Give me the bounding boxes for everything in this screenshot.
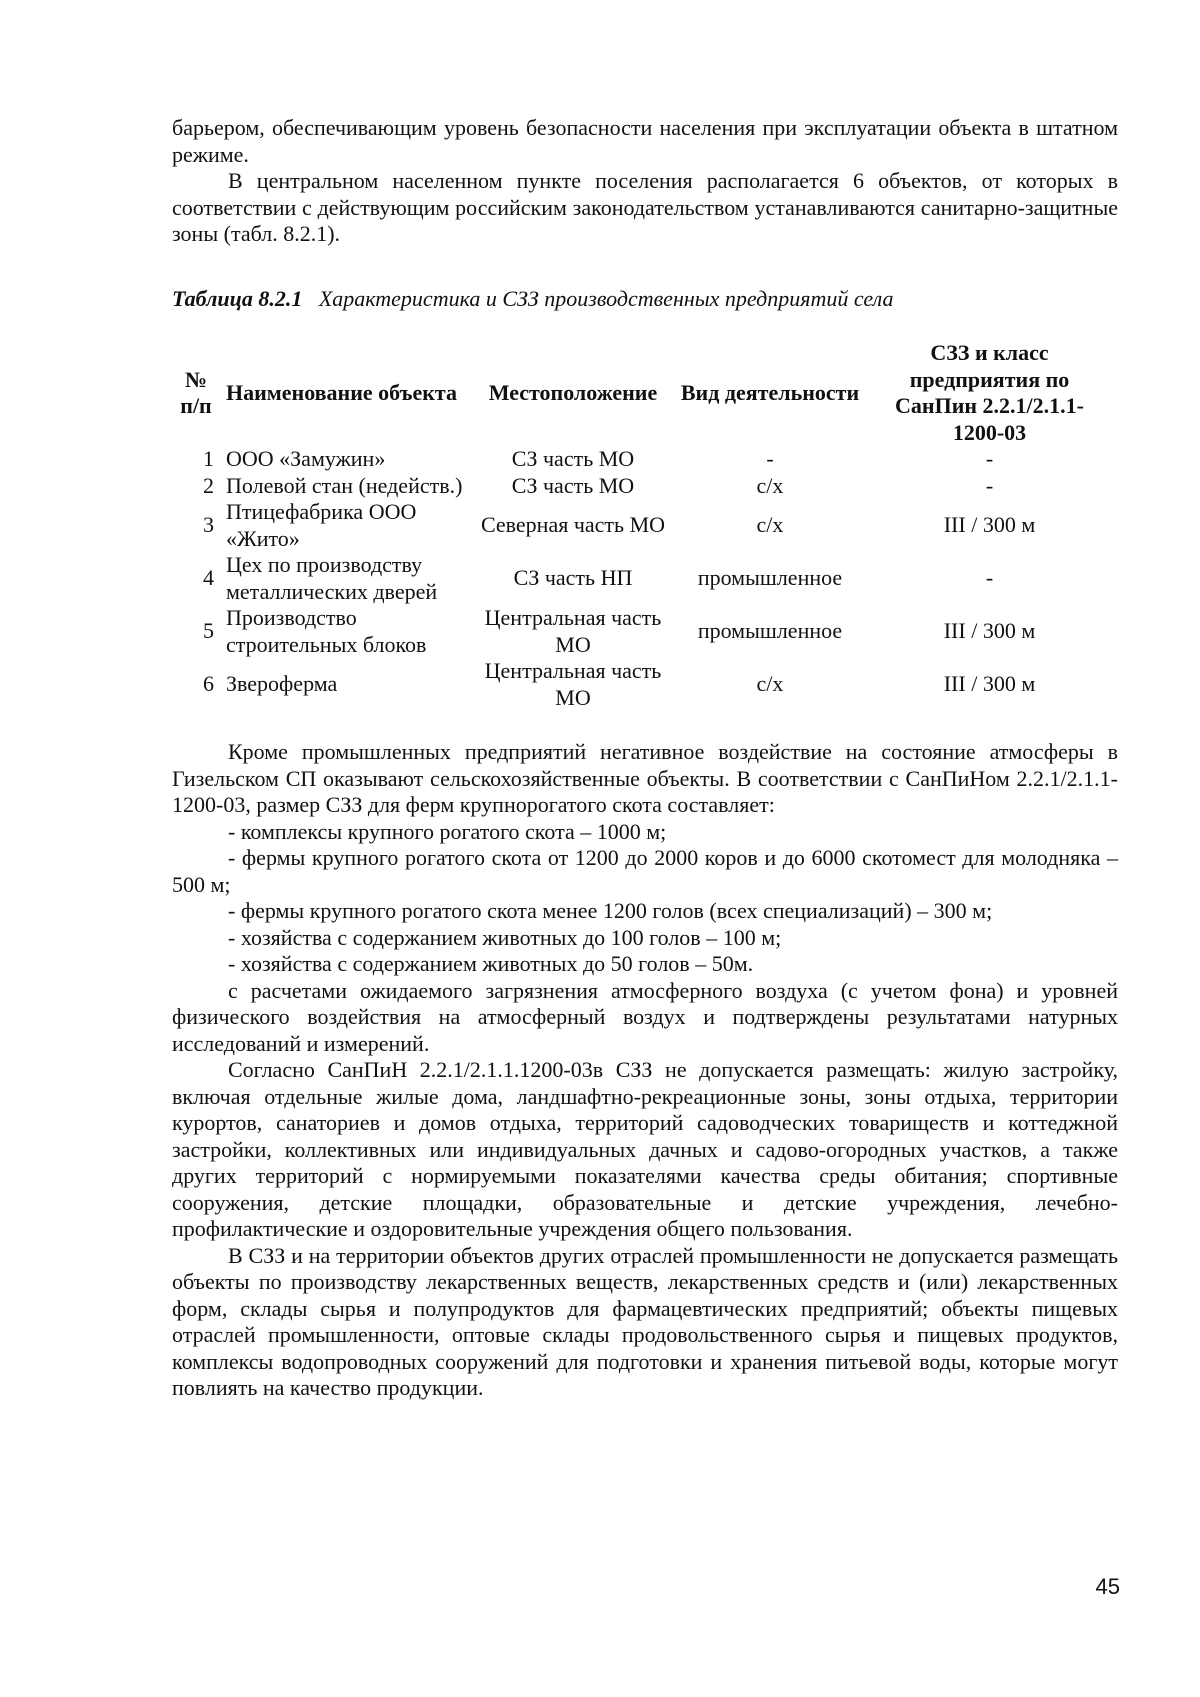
cell-activity: с/х [756,512,784,538]
cell-name: Полевой стан (недейств.) [226,472,463,498]
cell-szz: III / 300 м [943,671,1036,697]
cell-location: СЗ часть НП [513,565,633,591]
table-caption-title: Характеристика и СЗЗ производственных предприятий села [318,285,894,311]
cell-location: Северная часть МО [480,512,666,538]
cell-name: Производство строительных блоков [226,605,427,657]
header-name: Наименование объекта [226,379,457,405]
cell-num: 6 [203,671,214,697]
list-item: - комплексы крупного рогатого скота – 1000 м; [228,818,667,844]
cell-num: 4 [203,565,214,591]
table-row [172,552,1113,605]
cell-szz: III / 300 м [943,512,1036,538]
paragraph-agriculture: Кроме промышленных предприятий негативное воздействие на состояние атмосферы в Гизельском СП оказывают сельскохозяйственные объекты. В соответствии с СанПиНом 2.2.1/2.1.1-1200-03, размер СЗЗ для ферм крупнорогатого скота составляет: [172,739,1118,817]
paragraph-continuation: барьером, обеспечивающим уровень безопасности населения при эксплуатации объекта в штатном режиме. [172,115,1118,167]
cell-num: 1 [203,446,214,471]
table-row [172,658,1113,711]
list-item: - хозяйства с содержанием животных до 50 голов – 50м. [228,951,754,976]
table-row [172,473,1113,500]
cell-activity: промышленное [697,618,843,644]
table-header-row [172,340,1113,446]
header-location: Местоположение [488,379,658,405]
cell-location: СЗ часть МО [511,472,635,498]
table-caption-number: Таблица 8.2.1 [172,285,303,311]
cell-location: Центральная часть МО [484,658,662,710]
cell-name: Цех по производству металлических дверей [226,552,438,604]
cell-szz: - [985,565,994,591]
header-num: № п/п [180,366,212,418]
list-item: - фермы крупного рогатого скота от 1200 до 2000 коров и до 6000 скотомест для молодняка – 500 м; [172,845,1118,897]
page-content [172,115,1118,1402]
list-item: - фермы крупного рогатого скота менее 1200 голов (всех специализаций) – 300 м; [228,898,993,923]
table-row [172,605,1113,658]
cell-name: ООО «Замужин» [226,446,386,471]
cell-num: 2 [203,472,214,498]
cell-szz: - [985,472,994,498]
paragraph-industry-restrictions: В СЗЗ и на территории объектов других отраслей промышленности не допускается размещать объекты по производству лекарственных веществ, лекарственных средств и (или) лекарственных форм, склады сырья и полупродуктов для фармацевтических предприятий; объекты пищевых отраслей промышленности, оптовые склады продовольственного сырья и пищевых продуктов, комплексы водопроводных сооружений для подготовки и хранения питьевой воды, которые могут повлиять на качество продукции. [172,1242,1118,1400]
paragraph-calculations: с расчетами ожидаемого загрязнения атмосферного воздуха (с учетом фона) и уровней физического воздействия на атмосферный воздух и подтверждены результатами натурных исследований и измерений. [172,977,1118,1056]
table-row [172,446,1113,473]
header-activity: Вид деятельности [680,379,860,405]
cell-num: 3 [203,512,214,538]
header-szz: СЗЗ и класс предприятия по СанПин 2.2.1/2.1.1-1200-03 [895,340,1084,445]
cell-activity: с/х [756,671,784,697]
cell-szz: - [985,446,994,471]
table-row [172,499,1113,552]
cell-location: СЗ часть МО [511,446,635,471]
cell-name: Птицефабрика ООО «Жито» [226,499,417,551]
paragraph-intro: В центральном населенном пункте поселения располагается 6 объектов, от которых в соответствии с действующим российским законодательством устанавливаются санитарно-защитные зоны (табл. 8.2.1). [172,168,1118,246]
cell-name: Звероферма [226,671,338,697]
paragraph-sanpin-restrictions: Согласно СанПиН 2.2.1/2.1.1.1200-03в СЗЗ не допускается размещать: жилую застройку, включая отдельные жилые дома, ландшафтно-рекреационные зоны, зоны отдыха, территории курортов, санаториев и домов отдыха, территорий садоводческих товариществ и коттеджной застройки, коллективных или индивидуальных дачных и садово-огородных участков, а также других территорий с нормируемыми показателями качества среды обитания; спортивные сооружения, детские площадки, образовательные и детские учреждения, лечебно-профилактические и оздоровительные учреждения общего пользования. [172,1057,1118,1241]
cell-location: Центральная часть МО [484,605,662,657]
cell-activity: промышленное [697,565,843,591]
cell-szz: III / 300 м [943,618,1036,644]
szz-table [172,340,1113,711]
cell-activity: - [766,446,774,471]
table-caption [172,286,1118,313]
list-item: - хозяйства с содержанием животных до 100 голов – 100 м; [228,924,782,950]
page-number: 45 [1095,1574,1120,1599]
cell-activity: с/х [756,472,784,498]
cell-num: 5 [203,618,214,644]
